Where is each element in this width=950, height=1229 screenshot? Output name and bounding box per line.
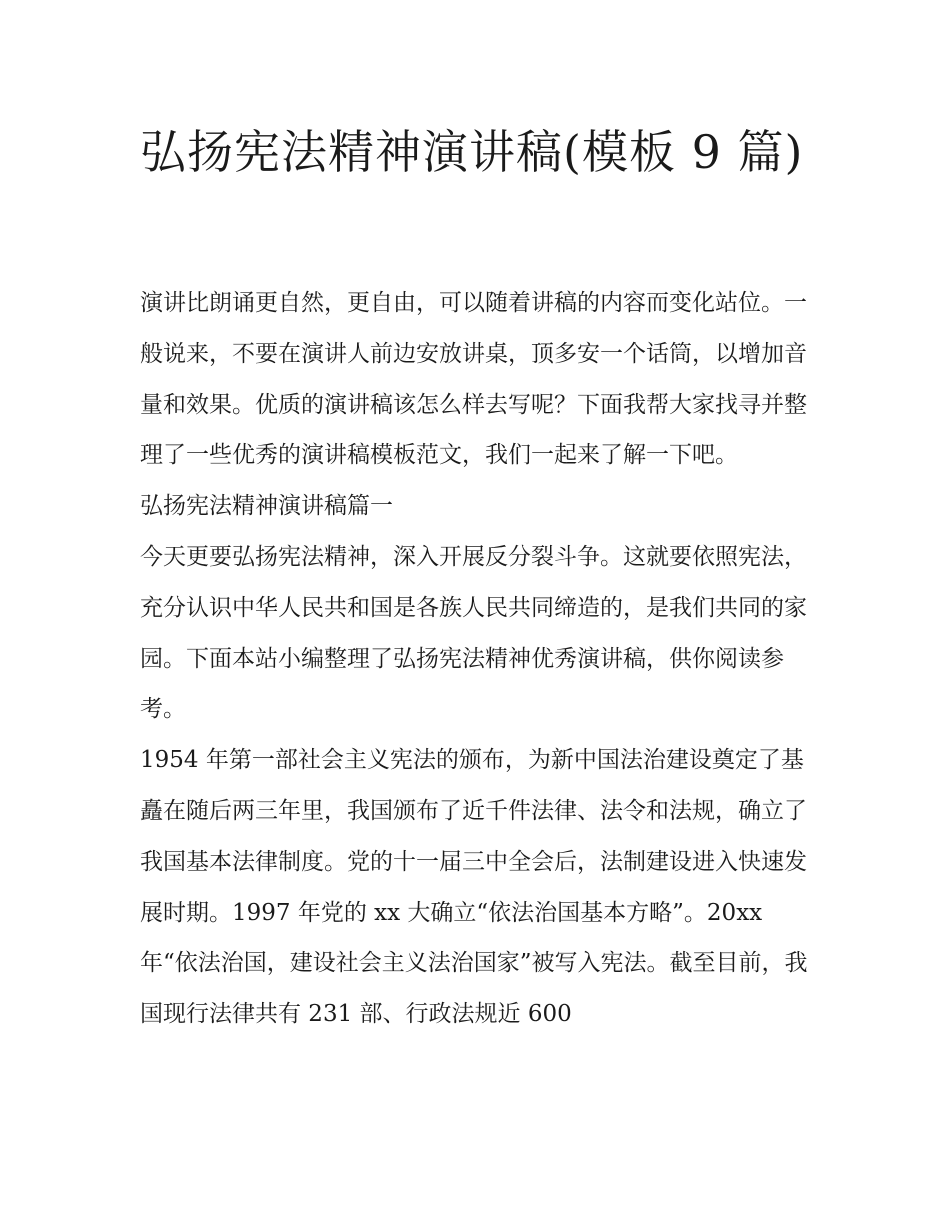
document-title: 弘扬宪法精神演讲稿(模板 9 篇)	[140, 125, 804, 179]
intro-paragraph: 演讲比朗诵更自然，更自由，可以随着讲稿的内容而变化站位。一般说来，不要在演讲人前边安放讲桌，顶多安一个话筒，以增加音量和效果。优质的演讲稿该怎么样去写呢？下面我帮大家找寻并整理了一些优秀的演讲稿模板范文，我们一起来了解一下吧。	[140, 290, 807, 469]
body-paragraph: 今天更要弘扬宪法精神，深入开展反分裂斗争。这就要依照宪法，充分认识中华人民共和国是各族人民共同缔造的，是我们共同的家园。下面本站小编整理了弘扬宪法精神优秀演讲稿，供你阅读参考。	[140, 543, 807, 723]
section-heading: 弘扬宪法精神演讲稿篇一	[140, 493, 393, 520]
document-body	[140, 278, 816, 1040]
body-paragraph: 1954 年第一部社会主义宪法的颁布，为新中国法治建设奠定了基矗在随后两三年里，我国颁布了近千件法律、法令和法规，确立了我国基本法律制度。党的十一届三中全会后，法制建设进入快速发展时期。1997 年党的 xx 大确立“依法治国基本方略”。20xx 年“依法治国，建设社会主义法治国家”被写入宪法。截至目前，我国现行法律共有 231 部、行政法规近 600	[140, 747, 808, 1028]
